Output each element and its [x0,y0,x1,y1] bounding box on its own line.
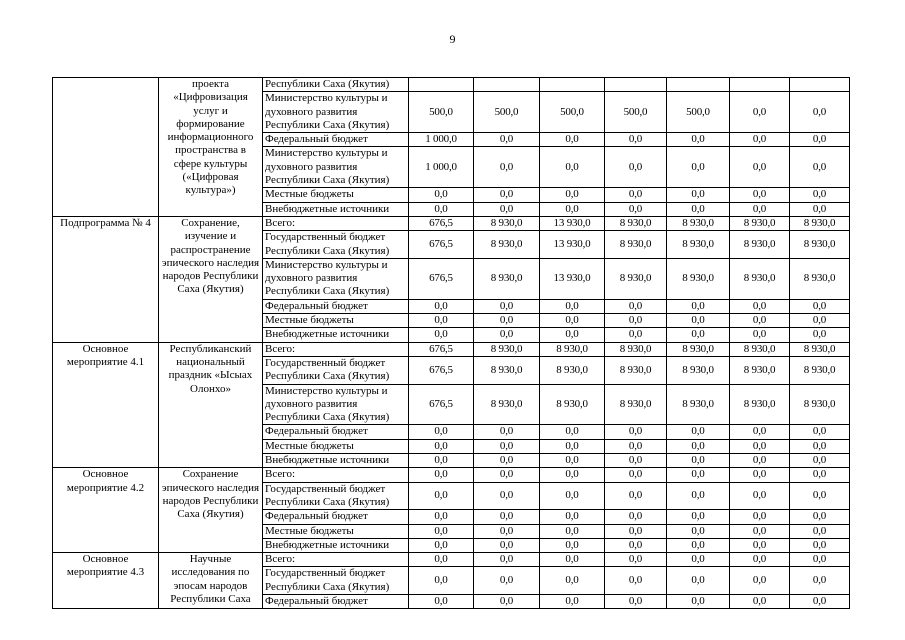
cell-value: 0,0 [605,314,667,328]
cell-value: 8 930,0 [790,356,850,384]
cell-value: 0,0 [730,553,790,567]
cell-value: 0,0 [474,328,540,342]
cell-value: 0,0 [730,314,790,328]
cell-funding-source: Федеральный бюджет [263,594,409,608]
cell-value: 0,0 [409,567,474,595]
cell-program-label: Подпрограмма № 4 [53,216,159,342]
cell-value: 0,0 [540,147,605,188]
cell-value: 0,0 [409,594,474,608]
cell-value: 0,0 [730,594,790,608]
cell-value: 0,0 [605,439,667,453]
cell-value: 0,0 [540,510,605,524]
cell-value: 8 930,0 [667,258,730,299]
cell-value: 676,5 [409,356,474,384]
cell-value: 0,0 [474,299,540,313]
cell-value: 0,0 [540,524,605,538]
cell-value: 0,0 [540,468,605,482]
cell-value: 0,0 [790,299,850,313]
cell-value: 8 930,0 [605,231,667,259]
cell-value: 8 930,0 [667,216,730,230]
cell-value: 8 930,0 [474,216,540,230]
cell-value: 0,0 [605,328,667,342]
cell-value: 8 930,0 [790,258,850,299]
cell-value: 0,0 [474,594,540,608]
cell-value: 8 930,0 [540,356,605,384]
cell-value [540,78,605,92]
cell-value: 0,0 [790,425,850,439]
cell-funding-source: Министерство культуры и духовного развития Республики Саха (Якутия) [263,384,409,425]
cell-funding-source: Министерство культуры и духовного развития Республики Саха (Якутия) [263,147,409,188]
cell-funding-source: Республики Саха (Якутия) [263,78,409,92]
cell-value: 0,0 [540,328,605,342]
cell-value: 0,0 [605,202,667,216]
cell-value: 0,0 [540,594,605,608]
cell-value: 0,0 [790,482,850,510]
cell-funding-source: Местные бюджеты [263,314,409,328]
cell-funding-source: Внебюджетные источники [263,454,409,468]
cell-value: 8 930,0 [667,384,730,425]
cell-funding-source: Всего: [263,553,409,567]
cell-value: 0,0 [667,328,730,342]
cell-value: 8 930,0 [540,384,605,425]
cell-value: 0,0 [474,133,540,147]
cell-value: 0,0 [605,425,667,439]
cell-value [790,78,850,92]
cell-value: 0,0 [474,510,540,524]
cell-value: 0,0 [667,553,730,567]
cell-value: 0,0 [540,454,605,468]
cell-value: 0,0 [474,188,540,202]
cell-value: 0,0 [409,454,474,468]
cell-program-label: Основное мероприятие 4.3 [53,553,159,609]
cell-value: 0,0 [474,202,540,216]
cell-value: 8 930,0 [540,342,605,356]
cell-program-title: Республиканский национальный праздник «Ысыах Олонхо» [159,342,263,468]
cell-value: 0,0 [790,510,850,524]
cell-value: 0,0 [409,425,474,439]
cell-value: 0,0 [667,538,730,552]
table-row [53,468,850,482]
cell-value: 0,0 [667,202,730,216]
cell-value: 0,0 [667,482,730,510]
cell-funding-source: Министерство культуры и духовного развития Республики Саха (Якутия) [263,258,409,299]
cell-value: 0,0 [667,133,730,147]
cell-value: 0,0 [540,538,605,552]
cell-value: 676,5 [409,258,474,299]
cell-value: 0,0 [540,299,605,313]
cell-program-title: Сохранение эпического наследия народов Республики Саха (Якутия) [159,468,263,553]
cell-value: 0,0 [667,314,730,328]
cell-value: 8 930,0 [790,342,850,356]
cell-value: 500,0 [605,92,667,133]
cell-value: 0,0 [605,133,667,147]
cell-value: 0,0 [540,553,605,567]
cell-value: 0,0 [540,133,605,147]
cell-value: 0,0 [409,468,474,482]
cell-value: 0,0 [540,425,605,439]
cell-funding-source: Государственный бюджет Республики Саха (Якутия) [263,231,409,259]
cell-value: 8 930,0 [605,342,667,356]
cell-value: 0,0 [730,425,790,439]
cell-program-title: Научные исследования по эпосам народов Республики Саха [159,553,263,609]
cell-funding-source: Внебюджетные источники [263,328,409,342]
cell-value [730,78,790,92]
cell-value: 0,0 [790,188,850,202]
cell-value: 8 930,0 [667,356,730,384]
cell-funding-source: Министерство культуры и духовного развития Республики Саха (Якутия) [263,92,409,133]
cell-value: 0,0 [730,524,790,538]
cell-value: 0,0 [409,188,474,202]
cell-value: 0,0 [409,439,474,453]
cell-value: 8 930,0 [605,356,667,384]
cell-value: 0,0 [540,439,605,453]
cell-value: 0,0 [540,202,605,216]
cell-value: 0,0 [409,553,474,567]
table-row [53,553,850,567]
cell-value: 0,0 [730,482,790,510]
cell-value: 0,0 [474,425,540,439]
cell-value: 0,0 [409,482,474,510]
cell-value: 0,0 [790,538,850,552]
cell-value: 0,0 [474,538,540,552]
cell-value: 8 930,0 [730,231,790,259]
cell-value: 0,0 [667,468,730,482]
cell-value: 8 930,0 [790,231,850,259]
cell-value: 0,0 [605,510,667,524]
cell-value: 8 930,0 [605,258,667,299]
cell-value: 500,0 [667,92,730,133]
cell-value: 500,0 [540,92,605,133]
page-number: 9 [449,32,456,46]
cell-value: 8 930,0 [474,342,540,356]
cell-value: 0,0 [730,567,790,595]
cell-value: 0,0 [409,299,474,313]
cell-value: 8 930,0 [790,384,850,425]
cell-value: 0,0 [730,328,790,342]
cell-value: 0,0 [605,538,667,552]
cell-value: 0,0 [605,299,667,313]
cell-funding-source: Местные бюджеты [263,439,409,453]
cell-funding-source: Государственный бюджет Республики Саха (Якутия) [263,567,409,595]
cell-value: 13 930,0 [540,216,605,230]
cell-value: 13 930,0 [540,258,605,299]
cell-funding-source: Внебюджетные источники [263,538,409,552]
cell-value: 0,0 [667,524,730,538]
cell-funding-source: Местные бюджеты [263,188,409,202]
cell-value: 0,0 [790,524,850,538]
cell-value: 0,0 [667,454,730,468]
cell-program-title: Сохранение, изучение и распространение эпического наследия народов Республики Саха (Якутия) [159,216,263,342]
cell-funding-source: Всего: [263,468,409,482]
cell-funding-source: Всего: [263,342,409,356]
cell-value [667,78,730,92]
cell-value: 676,5 [409,231,474,259]
table-body [53,78,850,609]
cell-value: 0,0 [730,510,790,524]
cell-value: 0,0 [409,328,474,342]
cell-value: 0,0 [790,328,850,342]
cell-value: 0,0 [730,188,790,202]
cell-value: 0,0 [667,425,730,439]
cell-value: 0,0 [730,454,790,468]
cell-value: 0,0 [474,439,540,453]
cell-value: 0,0 [540,482,605,510]
cell-program-label: Основное мероприятие 4.1 [53,342,159,468]
cell-value: 0,0 [730,147,790,188]
cell-value: 13 930,0 [540,231,605,259]
cell-value: 500,0 [474,92,540,133]
cell-program-label [53,78,159,217]
cell-value: 0,0 [474,482,540,510]
cell-value: 676,5 [409,384,474,425]
cell-value: 0,0 [730,538,790,552]
cell-value: 0,0 [409,524,474,538]
cell-value: 8 930,0 [605,384,667,425]
cell-value: 500,0 [409,92,474,133]
cell-value: 0,0 [605,524,667,538]
cell-value: 0,0 [790,439,850,453]
cell-value: 8 930,0 [667,231,730,259]
cell-funding-source: Государственный бюджет Республики Саха (Якутия) [263,356,409,384]
cell-value: 8 930,0 [730,216,790,230]
cell-value: 0,0 [790,92,850,133]
cell-value: 0,0 [474,567,540,595]
cell-value: 0,0 [667,510,730,524]
cell-value: 0,0 [730,439,790,453]
cell-value: 1 000,0 [409,133,474,147]
cell-value: 0,0 [409,510,474,524]
cell-value: 8 930,0 [605,216,667,230]
cell-funding-source: Федеральный бюджет [263,133,409,147]
cell-program-label: Основное мероприятие 4.2 [53,468,159,553]
cell-funding-source: Всего: [263,216,409,230]
cell-value: 8 930,0 [474,384,540,425]
cell-value: 0,0 [474,454,540,468]
cell-value: 0,0 [667,439,730,453]
cell-value: 0,0 [667,567,730,595]
cell-value: 0,0 [474,147,540,188]
cell-value: 0,0 [790,567,850,595]
cell-value: 0,0 [790,133,850,147]
cell-value: 0,0 [667,594,730,608]
cell-value: 0,0 [409,314,474,328]
cell-value: 676,5 [409,216,474,230]
table-row [53,342,850,356]
cell-value: 0,0 [409,538,474,552]
cell-funding-source: Федеральный бюджет [263,425,409,439]
cell-value: 676,5 [409,342,474,356]
cell-value: 0,0 [790,147,850,188]
cell-value: 0,0 [667,299,730,313]
cell-value: 0,0 [790,594,850,608]
cell-value: 8 930,0 [667,342,730,356]
cell-value: 0,0 [474,524,540,538]
cell-value [605,78,667,92]
table-row [53,216,850,230]
cell-value: 1 000,0 [409,147,474,188]
cell-value: 0,0 [474,314,540,328]
cell-program-title: проекта «Цифровизация услуг и формирование информационного пространства в сфере культуры («Цифровая культура») [159,78,263,217]
cell-value: 8 930,0 [730,384,790,425]
cell-value: 0,0 [730,299,790,313]
cell-value: 0,0 [667,147,730,188]
cell-value: 0,0 [730,133,790,147]
cell-value: 0,0 [605,188,667,202]
cell-value: 0,0 [605,454,667,468]
cell-value: 0,0 [790,454,850,468]
cell-funding-source: Внебюджетные источники [263,202,409,216]
cell-value: 8 930,0 [730,258,790,299]
cell-value: 0,0 [730,468,790,482]
cell-value: 8 930,0 [730,342,790,356]
cell-value: 0,0 [790,202,850,216]
cell-value: 0,0 [667,188,730,202]
cell-value: 0,0 [540,188,605,202]
cell-value: 0,0 [605,482,667,510]
cell-value: 0,0 [790,314,850,328]
cell-value: 8 930,0 [474,258,540,299]
cell-value: 0,0 [605,594,667,608]
cell-value: 0,0 [790,553,850,567]
cell-value: 8 930,0 [730,356,790,384]
cell-value [474,78,540,92]
cell-value: 8 930,0 [474,231,540,259]
cell-funding-source: Федеральный бюджет [263,510,409,524]
cell-value: 0,0 [730,92,790,133]
cell-value: 0,0 [474,468,540,482]
cell-value: 8 930,0 [474,356,540,384]
cell-value [409,78,474,92]
cell-value: 0,0 [540,314,605,328]
cell-funding-source: Государственный бюджет Республики Саха (Якутия) [263,482,409,510]
budget-table [52,77,850,609]
cell-value: 8 930,0 [790,216,850,230]
cell-value: 0,0 [605,468,667,482]
table-row [53,78,850,92]
cell-value: 0,0 [790,468,850,482]
cell-value: 0,0 [605,553,667,567]
cell-value: 0,0 [409,202,474,216]
cell-funding-source: Федеральный бюджет [263,299,409,313]
cell-value: 0,0 [605,567,667,595]
cell-value: 0,0 [730,202,790,216]
cell-value: 0,0 [605,147,667,188]
cell-value: 0,0 [540,567,605,595]
cell-funding-source: Местные бюджеты [263,524,409,538]
cell-value: 0,0 [474,553,540,567]
